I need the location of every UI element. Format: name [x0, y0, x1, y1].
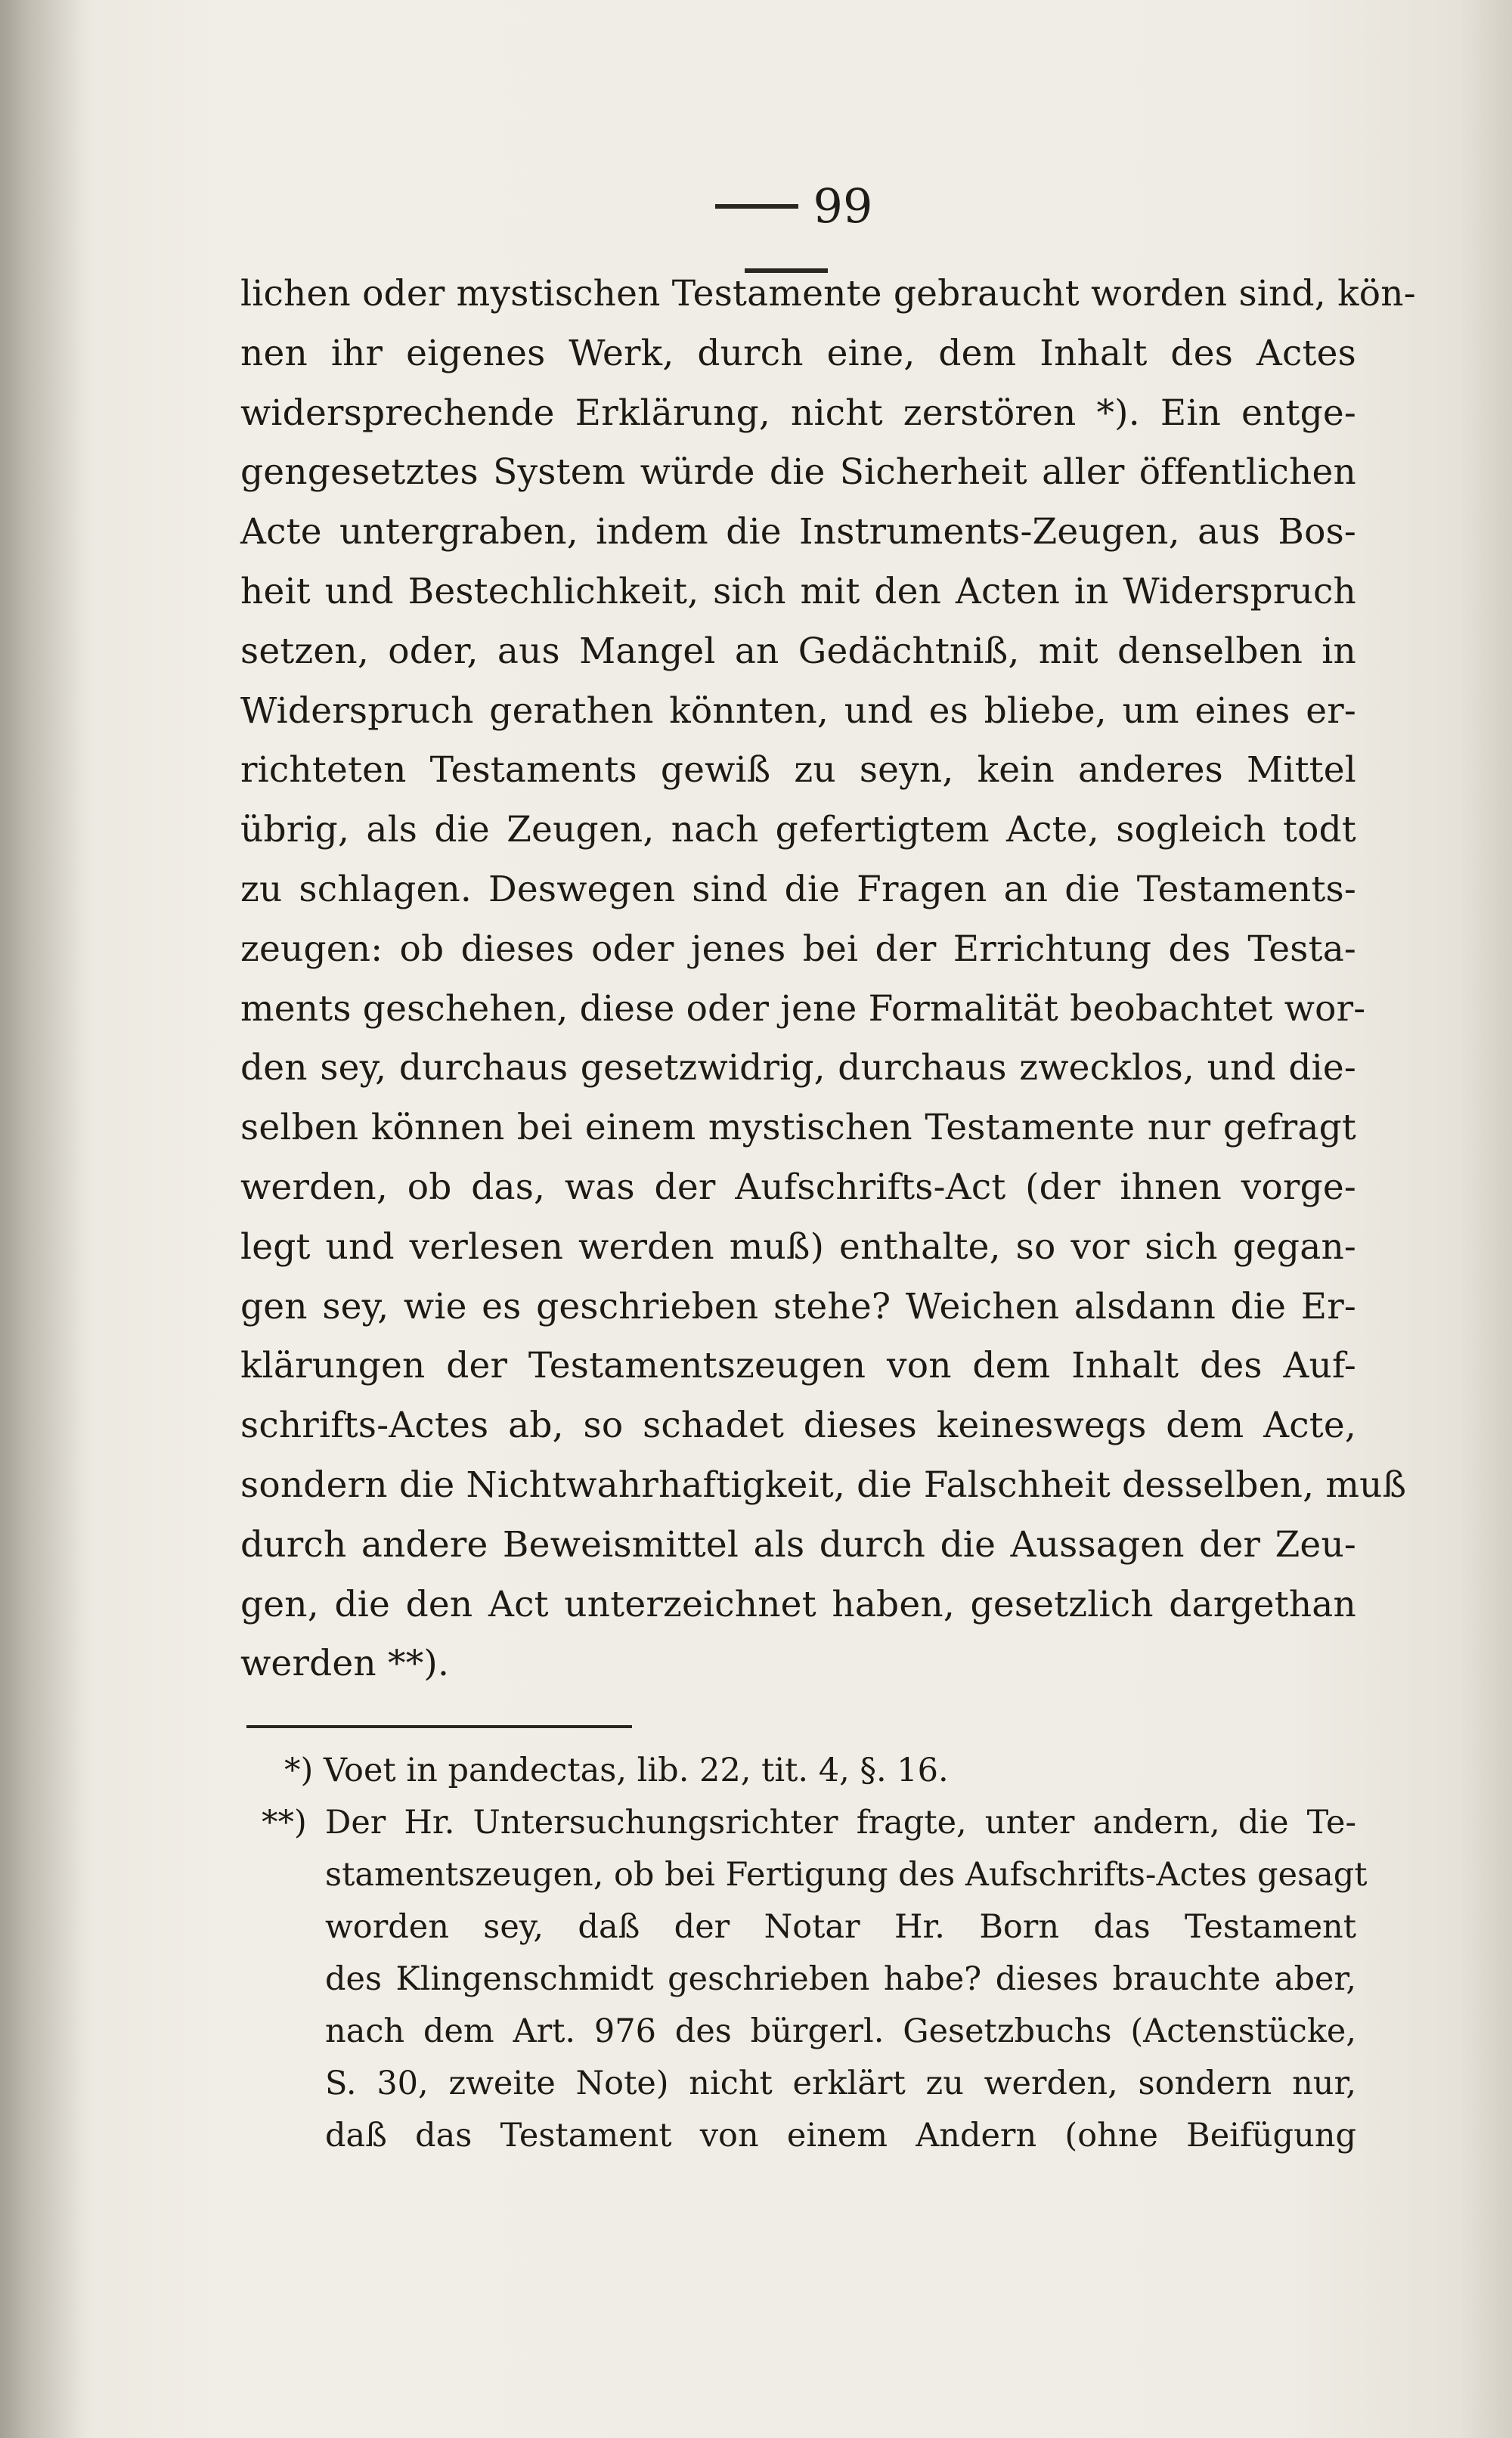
page-number: 99: [813, 178, 873, 234]
text-line: heit und Bestechlichkeit, sich mit den Acten in Widerspruch: [240, 570, 1356, 612]
footnote-line: daß das Testament von einem Andern (ohne Beifügung: [325, 2117, 1356, 2155]
footnotes: [240, 1745, 1368, 2162]
text-line: schrifts-Actes ab, so schadet dieses keineswegs dem Acte,: [240, 1405, 1356, 1447]
text-line: widersprechende Erklärung, nicht zerstören *). Ein entge-: [240, 392, 1356, 434]
footnote-line: stamentszeugen, ob bei Fertigung des Aufschrifts-Actes gesagt: [325, 1856, 1368, 1894]
text-line: zu schlagen. Deswegen sind die Fragen an die Testaments-: [240, 868, 1356, 910]
body-text: [240, 265, 1416, 1694]
text-line: lichen oder mystischen Testamente gebraucht worden sind, kön-: [240, 273, 1416, 314]
text-line: ments geschehen, diese oder jene Formalität beobachtet wor-: [240, 987, 1366, 1030]
footnote-divider: [246, 1725, 632, 1728]
text-line: gengesetztes System würde die Sicherheit aller öffentlichen: [240, 451, 1356, 494]
footnote-line: nach dem Art. 976 des bürgerl. Gesetzbuchs (Actenstücke,: [325, 2012, 1356, 2050]
text-line: gen, die den Act unterzeichnet haben, gesetzlich dargethan: [240, 1583, 1356, 1625]
footnote-line: worden sey, daß der Notar Hr. Born das Testament: [325, 1908, 1356, 1946]
page-header: [650, 172, 922, 233]
text-line: sondern die Nichtwahrhaftigkeit, die Falschheit desselben, muß: [240, 1464, 1407, 1506]
text-line: klärungen der Testamentszeugen von dem Inhalt des Auf-: [240, 1345, 1356, 1387]
text-line: zeugen: ob dieses oder jenes bei der Errichtung des Testa-: [240, 928, 1356, 970]
text-line: setzen, oder, aus Mangel an Gedächtniß, mit denselben in: [240, 630, 1356, 672]
text-line: werden **).: [240, 1643, 450, 1685]
text-line: richteten Testaments gewiß zu seyn, kein anderes Mittel: [240, 749, 1356, 791]
footnote-line: des Klingenschmidt geschrieben habe? dieses brauchte aber,: [325, 1960, 1356, 1998]
text-line: übrig, als die Zeugen, nach gefertigtem Acte, sogleich todt: [240, 809, 1356, 851]
text-line: selben können bei einem mystischen Testamente nur gefragt: [240, 1107, 1356, 1149]
text-line: den sey, durchaus gesetzwidrig, durchaus zwecklos, und die-: [240, 1047, 1356, 1089]
text-line: nen ihr eigenes Werk, durch eine, dem Inhalt des Actes: [240, 332, 1356, 374]
text-line: Acte untergraben, indem die Instruments-Zeugen, aus Bos-: [240, 511, 1356, 553]
footnote-line: *) Voet in pandectas, lib. 22, tit. 4, §. 16.: [284, 1752, 949, 1789]
text-line: legt und verlesen werden muß) enthalte, so vor sich gegan-: [240, 1225, 1356, 1268]
header-dash-left: [715, 204, 798, 209]
text-line: durch andere Beweismittel als durch die Aussagen der Zeu-: [240, 1523, 1356, 1566]
footnote-line: **) Der Hr. Untersuchungsrichter fragte, unter andern, die Te-: [262, 1804, 1356, 1842]
text-line: Widerspruch gerathen könnten, und es bliebe, um eines er-: [240, 689, 1356, 732]
text-line: werden, ob das, was der Aufschrifts-Act (der ihnen vorge-: [240, 1166, 1356, 1208]
text-line: gen sey, wie es geschrieben stehe? Weichen alsdann die Er-: [240, 1285, 1356, 1327]
page-gutter-shadow: [0, 0, 91, 2438]
footnote-line: S. 30, zweite Note) nicht erklärt zu werden, sondern nur,: [325, 2065, 1356, 2102]
